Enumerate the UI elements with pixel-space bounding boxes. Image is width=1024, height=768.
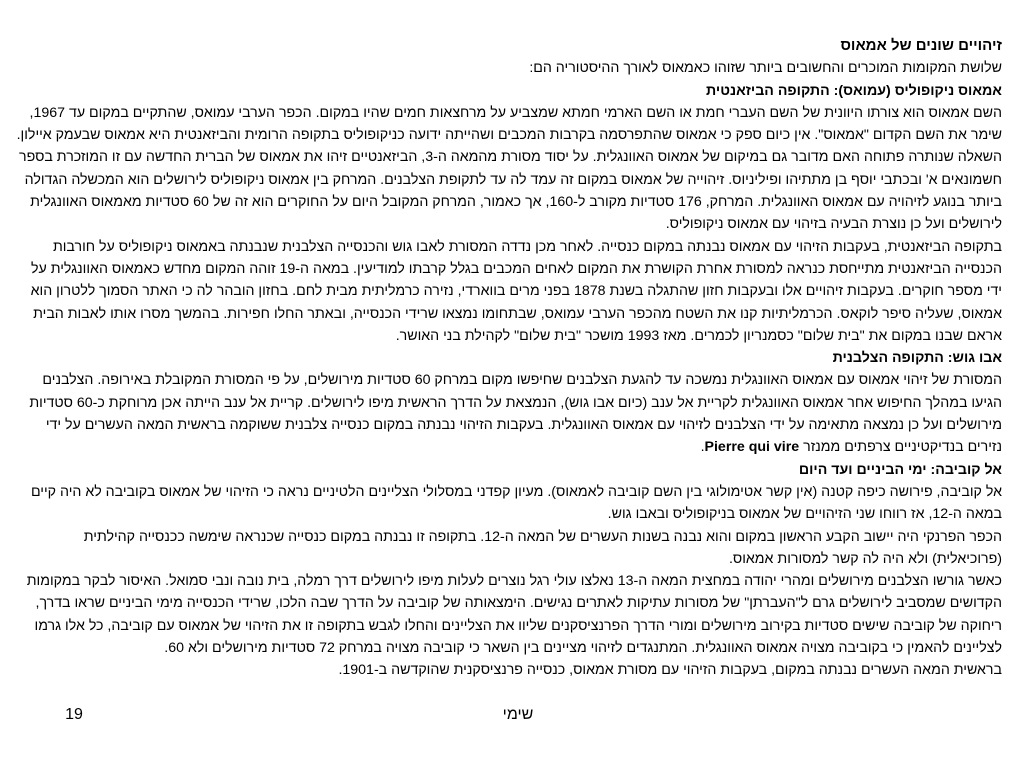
paragraph-abu-gosh-end: .	[700, 439, 705, 456]
paragraph-qubeiba-2: הכפר הפרנקי היה יישוב הקבע הראשון במקום והוא נבנה בשנות העשרים של המאה ה-12. בתקופה זו נבנתה במקום כנסייה שכנראה שימשה ככנסייה קהילתית (פרוכיאלית) ולא היה לה קשר למסורות אמאוס.	[83, 528, 1002, 567]
paragraph-qubeiba-4: בראשית המאה העשרים נבנתה במקום, בעקבות הזיהוי עם מסורת אמאוס, כנסייה פרנציסקנית שהוקדשה ב-1901.	[338, 662, 1002, 679]
monastery-name: Pierre qui vire	[704, 439, 800, 456]
paragraph-nicopolis-1: השם אמאוס הוא צורתו היוונית של השם העברי חמת או השם הארמי חמתא שמצביע על מרחצאות חמים שהיו במקום. הכפר הערבי עמואס, שהתקיים במקום עד 1967, שימר את השם הקדום "אמאוס". אין כיום ספק כי אמאוס שהתפרסמה בקרבות המכבים ושהייתה ידועה כניקופוליס בתקופה הרומית והביזאנטית היא אמאוס שבעמק איילון. השאלה שנותרה פתוחה האם מדובר גם במיקום של אמאוס האוונגלית. על יסוד מסורת מהמאה ה-3, הביזאנטיים זיהו את אמאוס של הברית החדשה עם זו המוזכרת בספר חשמונאים א' ובכתבי יוסף בן מתתיהו ופיליניוס. זיהוייה של אמאוס במקום זה עמד לה עד לתקופת הצלבנים. המרחק בין אמאוס ניקופוליס לירושלים הוא המכשלה הגדולה ביותר בנוגע לזיהויה עם אמאוס האוונגלית. המרחק, 176 סטדיות מקורב ל-160, אך כאמור, המרחק המקובל היום על החוקרים הוא זה של 60 סטדיות מאמאוס האוונגלית לירושלים ועל כן נוצרת הבעיה בזיהוי עם אמאוס ניקופוליס.	[16, 104, 1002, 233]
section-heading-qubeiba: אל קוביבה: ימי הביניים ועד היום	[798, 461, 1002, 478]
section-heading-nicopolis: אמאוס ניקופוליס (עמואס): התקופה הביזאנטית	[706, 82, 1002, 99]
page-number: 19	[65, 706, 83, 723]
paragraph-nicopolis-2: בתקופה הביזאנטית, בעקבות הזיהוי עם אמאוס נבנתה במקום כנסייה. לאחר מכן נדדה המסורת לאבו גוש והכנסייה הצלבנית שנבנתה באמאוס ניקופוליס על חורבות הכנסייה הביזאנטית מתייחסת כנראה למסורת אחרת הקושרת את המקום לאחים המכבים בגלל קרבתו למודיעין. במאה ה-19 זוהה המקום מחדש כאמאוס האוונגלית על ידי מספר חוקרים. בעקבות זיהויים אלו ובעקבות חזון שהתגלה בשנת 1878 בפני מרים בווארדי, נזירה כרמליתית מבית לחם. בחזון הובהר לה כי האתר הסמוך ללטרון הוא אמאוס, שעליה סיפר לוקאס. הכרמליתיות קנו את השטח מהכפר הערבי עמואס, שבתחומו נמצאו שרידי הכנסייה, ובאתר החלו חפירות. בהמשך מסרו אותו לאבות הבית אראם שבנו במקום את "בית שלום" כסמנריון לכמרים. מאז 1993 מושכר "בית שלום" לקהילת בני האושר.	[30, 238, 1002, 344]
paragraph-qubeiba-1: אל קוביבה, פירושה כיפה קטנה (אין קשר אטימולוגי בין השם קוביבה לאמאוס). מעיון קפדני במסלולי הצליינים הלטיניים נראה כי הזיהוי של אמאוס בקוביבה לא היה קיים במאה ה-12, אז רווחו שני הזיהויים של אמאוס בניקופוליס ובאבו גוש.	[30, 483, 1002, 523]
paragraph-qubeiba-3: כאשר גורשו הצלבנים מירושלים ומהרי יהודה במחצית המאה ה-13 נאלצו עולי רגל נוצרים לעלות מיפו לירושלים דרך רמלה, בית נובה ונבי סמואל. האיסור לבקר במקומות הקדושים שמסביב לירושלים גרם ל"העברתן" של מסורות עתיקות לאתרים נגישים. הימצאותה של קוביבה על הדרך שבה הלכו, שרידי הכנסייה מימי הביניים שראו בדרך, ריחוקה של קוביבה שישים סטדיות בקירוב מירושלים ומורי הדרך הפרנציסקנים שליוו את הצליינים והחלו לגבש בתקופה זו את הזיהוי של אמאוס עם קוביבה, כל אלו גרמו לצליינים להאמין כי בקוביבה מצויה אמאוס האוונגלית. המתנגדים לזיהוי מציינים בין השאר כי קוביבה מצויה במרחק 72 סטדיות מירושלים ולא 60.	[26, 573, 1002, 657]
section-heading-abu-gosh: אבו גוש: התקופה הצלבנית	[832, 350, 1002, 367]
document-body	[16, 35, 1002, 682]
intro-text: שלושת המקומות המוכרים והחשובים ביותר שזוהו כאמאוס לאורך ההיסטוריה הם:	[529, 60, 1002, 77]
paragraph-abu-gosh-text: המסורת של זיהוי אמאוס עם אמאוס האוונגלית נמשכה עד להגעת הצלבנים שחיפשו מקום במרחק 60 סטדיות מירושלים, על פי המסורת המקובלת באירופה. הצלבנים הגיעו במהלך החיפוש אחר אמאוס האוונגלית לקריית אל ענב (כיום אבו גוש), הנמצאת על הדרך הראשית מיפו לירושלים. קריית אל ענב הייתה אכן מרוחקת כ-60 סטדיות מירושלים ועל כן נמצאה מתאימה על ידי הצלבנים לזיהוי עם אמאוס האוונגלית. בעקבות הזיהוי נבנתה במקום כנסייה צלבנית ששוקמה בראשית המאה העשרים על ידי נזירים בנדיקטיניים צרפתים ממנזר	[29, 372, 1002, 456]
document-title: זיהויים שונים של אמאוס	[840, 37, 1002, 54]
footer-author: שימי	[502, 706, 534, 723]
paragraph-abu-gosh	[16, 369, 1002, 458]
